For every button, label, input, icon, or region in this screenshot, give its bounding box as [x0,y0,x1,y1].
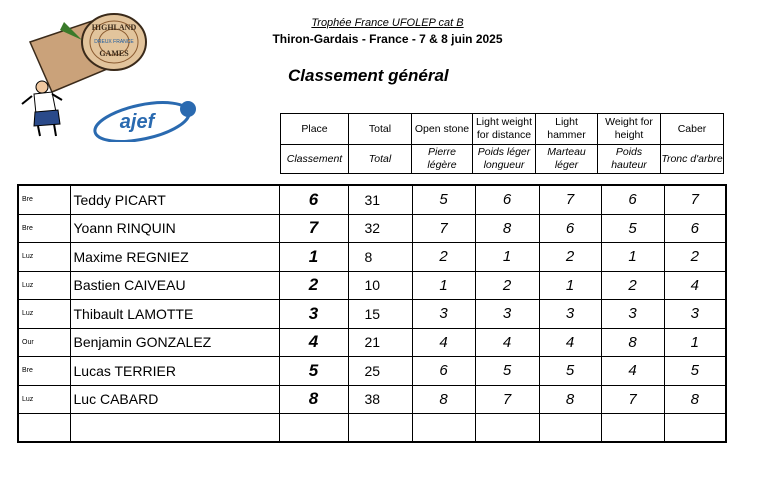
score-light-hammer: 7 [539,185,601,214]
club-code: Bre [18,357,70,386]
score-open-stone: 8 [412,385,475,414]
total-value: 38 [348,385,412,414]
athlete-name: Teddy PICART [70,185,279,214]
column-header-table [280,113,724,174]
place-value: 3 [279,300,348,329]
col-subheader-light-weight: Poids léger longueur [473,145,536,174]
empty-cell [18,414,70,443]
score-light-hammer: 3 [539,300,601,329]
empty-cell [412,414,475,443]
club-code: Luz [18,300,70,329]
event-location: Thiron-Gardais - France - 7 & 8 juin 2025 [272,32,503,46]
club-code: Luz [18,243,70,272]
score-light-weight: 3 [475,300,539,329]
col-subheader-light-hammer: Marteau léger [536,145,598,174]
svg-text:HIGHLAND: HIGHLAND [91,23,137,32]
athlete-name: Benjamin GONZALEZ [70,328,279,357]
place-value: 2 [279,271,348,300]
athlete-name: Maxime REGNIEZ [70,243,279,272]
empty-cell [475,414,539,443]
table-row [18,185,726,214]
empty-row [18,414,726,443]
athlete-name: Thibault LAMOTTE [70,300,279,329]
score-weight-height: 3 [601,300,664,329]
col-header-light-hammer: Light hammer [536,114,598,145]
score-open-stone: 4 [412,328,475,357]
score-caber: 7 [664,185,726,214]
col-subheader-total: Total [349,145,412,174]
total-value: 31 [348,185,412,214]
table-row [18,328,726,357]
score-light-weight: 8 [475,214,539,243]
place-value: 8 [279,385,348,414]
score-light-weight: 4 [475,328,539,357]
score-caber: 4 [664,271,726,300]
col-header-place: Place [281,114,349,145]
total-value: 10 [348,271,412,300]
total-value: 8 [348,243,412,272]
athlete-name: Bastien CAIVEAU [70,271,279,300]
score-open-stone: 6 [412,357,475,386]
table-row [18,214,726,243]
total-value: 21 [348,328,412,357]
total-value: 32 [348,214,412,243]
table-row [18,385,726,414]
club-code: Bre [18,214,70,243]
score-caber: 6 [664,214,726,243]
score-weight-height: 5 [601,214,664,243]
trophy-title: Trophée France UFOLEP cat B [311,17,464,29]
score-weight-height: 8 [601,328,664,357]
empty-cell [601,414,664,443]
results-table [17,184,727,443]
score-light-hammer: 4 [539,328,601,357]
empty-cell [664,414,726,443]
score-weight-height: 2 [601,271,664,300]
empty-cell [539,414,601,443]
score-light-hammer: 6 [539,214,601,243]
col-header-total: Total [349,114,412,145]
score-caber: 2 [664,243,726,272]
score-open-stone: 5 [412,185,475,214]
score-caber: 8 [664,385,726,414]
page-title: Classement général [288,66,449,85]
col-subheader-weight-height: Poids hauteur [598,145,661,174]
score-caber: 1 [664,328,726,357]
total-value: 25 [348,357,412,386]
score-weight-height: 7 [601,385,664,414]
score-light-weight: 2 [475,271,539,300]
athlete-name: Lucas TERRIER [70,357,279,386]
col-subheader-caber: Tronc d'arbre [661,145,724,174]
score-open-stone: 1 [412,271,475,300]
club-code: Bre [18,185,70,214]
empty-cell [70,414,279,443]
score-light-hammer: 1 [539,271,601,300]
place-value: 6 [279,185,348,214]
club-code: Luz [18,385,70,414]
score-weight-height: 4 [601,357,664,386]
score-weight-height: 1 [601,243,664,272]
athlete-name: Yoann RINQUIN [70,214,279,243]
col-header-light-weight: Light weight for distance [473,114,536,145]
table-row [18,357,726,386]
ajef-logo [92,95,196,142]
score-caber: 3 [664,300,726,329]
score-light-weight: 5 [475,357,539,386]
svg-text:DREUX FRANCE: DREUX FRANCE [94,39,134,45]
score-light-hammer: 5 [539,357,601,386]
score-caber: 5 [664,357,726,386]
score-weight-height: 6 [601,185,664,214]
score-light-weight: 7 [475,385,539,414]
col-subheader-open-stone: Pierre légère [412,145,473,174]
col-subheader-place: Classement [281,145,349,174]
place-value: 7 [279,214,348,243]
total-value: 15 [348,300,412,329]
athlete-name: Luc CABARD [70,385,279,414]
score-open-stone: 7 [412,214,475,243]
place-value: 5 [279,357,348,386]
score-light-weight: 1 [475,243,539,272]
club-code: Luz [18,271,70,300]
score-open-stone: 3 [412,300,475,329]
col-header-weight-height: Weight for height [598,114,661,145]
score-light-hammer: 8 [539,385,601,414]
score-light-hammer: 2 [539,243,601,272]
empty-cell [279,414,348,443]
col-header-caber: Caber [661,114,724,145]
score-open-stone: 2 [412,243,475,272]
svg-text:ajef: ajef [119,111,155,133]
club-code: Our [18,328,70,357]
table-row [18,271,726,300]
empty-cell [348,414,412,443]
place-value: 4 [279,328,348,357]
table-row [18,300,726,329]
place-value: 1 [279,243,348,272]
svg-text:GAMES: GAMES [99,49,129,58]
table-row [18,243,726,272]
score-light-weight: 6 [475,185,539,214]
col-header-open-stone: Open stone [412,114,473,145]
